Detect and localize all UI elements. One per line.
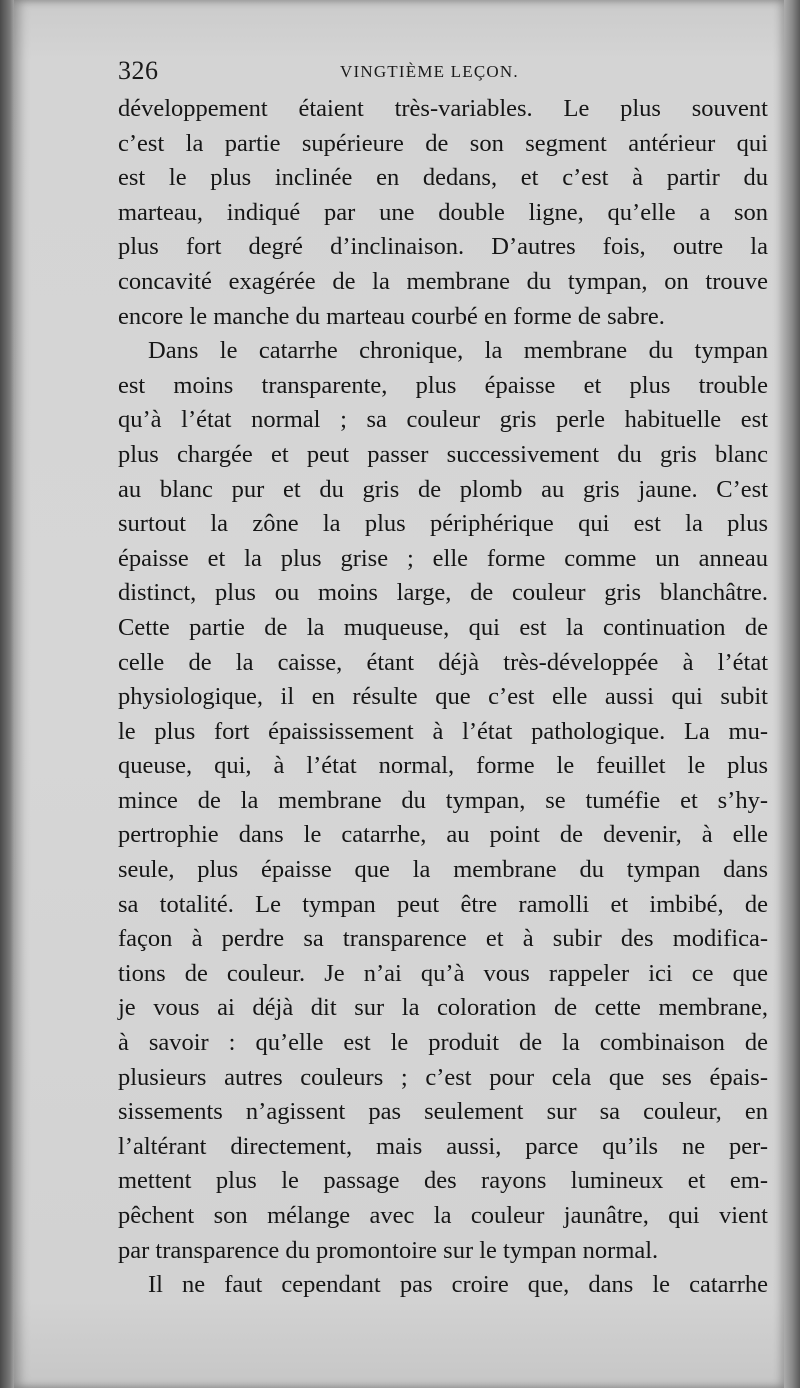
text-line: pertrophie dans le catarrhe, au point de devenir, à elle — [118, 821, 768, 849]
text-line: à savoir : qu’elle est le produit de la combinaison de — [118, 1029, 768, 1057]
text-line: marteau, indiqué par une double ligne, qu’elle a son — [118, 198, 768, 226]
text-line: sa totalité. Le tympan peut être ramolli et imbibé, de — [118, 890, 768, 918]
text-line: seule, plus épaisse que la membrane du tympan dans — [118, 856, 768, 884]
text-line: Dans le catarrhe chronique, la membrane du tympan — [148, 337, 768, 365]
text-line: c’est la partie supérieure de son segment antérieur qui — [118, 129, 768, 157]
running-head: VINGTIÈME LEÇON. — [340, 62, 519, 81]
text-line: pêchent son mélange avec la couleur jaunâtre, qui vient — [118, 1202, 768, 1229]
text-line: distinct, plus ou moins large, de couleur gris blanchâtre. — [118, 579, 768, 607]
text-line: au blanc pur et du gris de plomb au gris jaune. C’est — [118, 475, 768, 503]
text-line: plus chargée et peut passer successivement du gris blanc — [118, 440, 768, 468]
text-line: par transparence du promontoire sur le tympan normal. — [118, 1236, 659, 1264]
text-line: surtout la zône la plus périphérique qui est la plus — [118, 510, 768, 538]
text-line: est le plus inclinée en dedans, et c’est à partir du — [118, 164, 768, 192]
text-line: mince de la membrane du tympan, se tuméfie et s’hy- — [118, 786, 768, 814]
text-line: le plus fort épaississement à l’état pathologique. La mu- — [118, 717, 768, 745]
text-line: mettent plus le passage des rayons lumineux et em- — [118, 1167, 768, 1195]
text-line: qu’à l’état normal ; sa couleur gris perle habituelle est — [118, 406, 768, 434]
text-line: tions de couleur. Je n’ai qu’à vous rappeler ici ce que — [118, 959, 768, 987]
text-line: plusieurs autres couleurs ; c’est pour cela que ses épais- — [118, 1063, 768, 1091]
text-line: Il ne faut cependant pas croire que, dans le catarrhe — [148, 1271, 768, 1299]
text-line: je vous ai déjà dit sur la coloration de cette membrane, — [118, 994, 768, 1022]
body-text — [118, 92, 768, 1303]
text-line: encore le manche du marteau courbé en forme de sabre. — [118, 302, 665, 330]
text-line: façon à perdre sa transparence et à subir des modifica- — [118, 925, 768, 953]
text-line: celle de la caisse, étant déjà très-développée à l’état — [118, 648, 768, 676]
page-number: 326 — [118, 56, 159, 85]
text-line: physiologique, il en résulte que c’est elle aussi qui subit — [118, 683, 768, 711]
text-line: concavité exagérée de la membrane du tympan, on trouve — [118, 267, 768, 295]
text-line: sissements n’agissent pas seulement sur sa couleur, en — [118, 1098, 768, 1126]
text-line: queuse, qui, à l’état normal, forme le feuillet le plus — [118, 752, 768, 780]
text-line: plus fort degré d’inclinaison. D’autres fois, outre la — [118, 233, 768, 261]
text-line: est moins transparente, plus épaisse et plus trouble — [118, 371, 768, 399]
text-line: épaisse et la plus grise ; elle forme comme un anneau — [118, 544, 768, 572]
text-line: développement étaient très-variables. Le plus souvent — [118, 95, 768, 122]
page-header — [118, 56, 768, 90]
text-line: Cette partie de la muqueuse, qui est la continuation de — [118, 613, 768, 641]
text-line: l’altérant directement, mais aussi, parce qu’ils ne per- — [118, 1132, 768, 1160]
